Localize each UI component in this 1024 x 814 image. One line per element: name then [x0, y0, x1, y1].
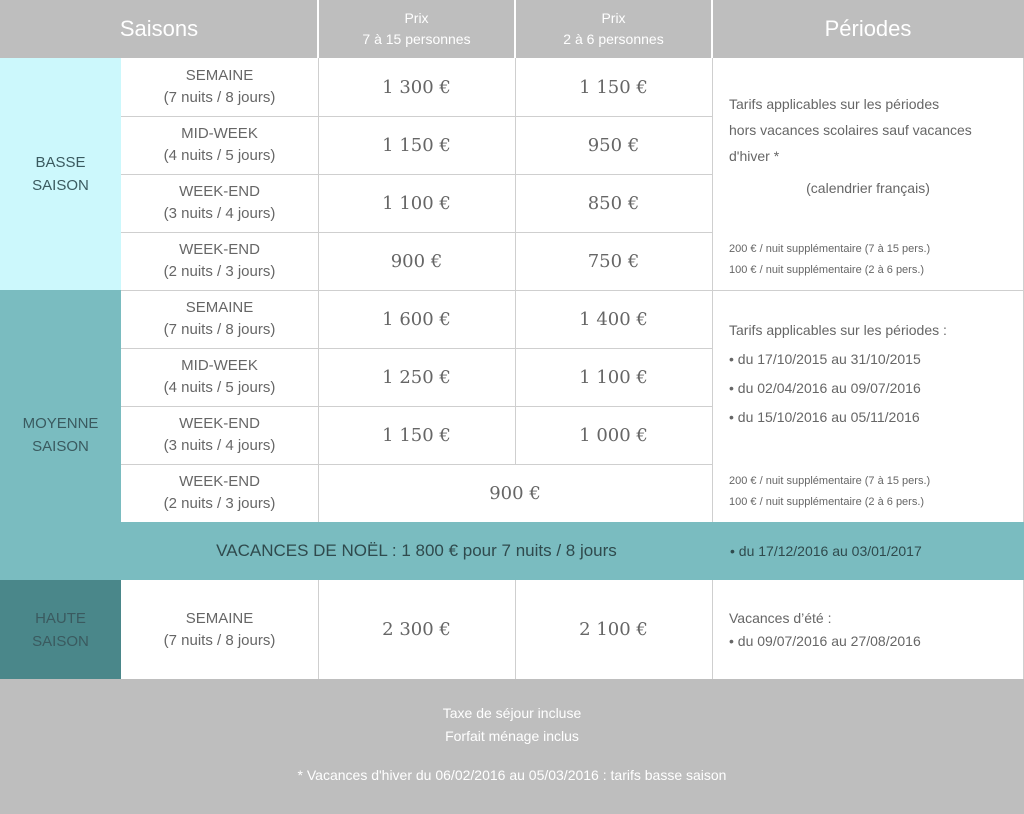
grid-line: [318, 464, 319, 522]
grid-line: [712, 580, 713, 679]
basse-row-2-price-small: 950 €: [587, 134, 640, 156]
moyenne-row-3-type: [121, 406, 318, 464]
grid-line: [121, 464, 712, 465]
haute-row-price-large: 2 300 €: [382, 619, 451, 640]
season-haute-l2: SAISON: [32, 632, 89, 650]
basse-row-1-price-small: 1 150 €: [579, 76, 648, 98]
grid-line: [121, 406, 712, 407]
type-label: MID-WEEK: [181, 125, 258, 142]
basse-row-2-price-large: 1 150 €: [382, 134, 451, 156]
type-label: WEEK-END: [179, 241, 260, 258]
season-basse: [0, 58, 121, 290]
moyenne-period-l1: Tarifs applicables sur les périodes :: [729, 322, 947, 338]
type-label: SEMAINE: [185, 609, 254, 627]
season-moyenne-l1: MOYENNE: [22, 415, 99, 432]
footer-line-2: Forfait ménage inclus: [445, 728, 579, 744]
basse-period-l2: hors vacances scolaires sauf vacances: [729, 122, 972, 138]
type-duration: (2 nuits / 3 jours): [163, 495, 276, 512]
noel-band: VACANCES DE NOËL : 1 800 € pour 7 nuits / 8 jours: [121, 522, 712, 580]
season-haute: [0, 580, 121, 679]
basse-extra-2: 100 € / nuit supplémentaire (2 à 6 pers.): [729, 264, 925, 276]
grid-line: [121, 174, 712, 175]
moyenne-row-2-price-small: 1 100 €: [579, 366, 648, 388]
basse-period-l3: d'hiver *: [729, 148, 780, 164]
grid-line: [318, 580, 319, 679]
type-label: MID-WEEK: [181, 357, 258, 374]
grid-line: [121, 290, 1024, 291]
type-duration: (3 nuits / 4 jours): [163, 205, 276, 222]
header-prix-large-l2: 7 à 15 personnes: [362, 31, 471, 47]
moyenne-row-2-type: [121, 348, 318, 406]
basse-row-4-price-large: 900 €: [390, 250, 443, 272]
season-basse-l1: BASSE: [35, 154, 86, 171]
type-label: WEEK-END: [179, 473, 260, 490]
header-saisons: Saisons: [0, 0, 318, 58]
noel-period: • du 17/12/2016 au 03/01/2017: [712, 522, 1024, 580]
haute-period-b1: • du 09/07/2016 au 27/08/2016: [729, 633, 921, 649]
moyenne-extra-1: 200 € / nuit supplémentaire (7 à 15 pers.): [729, 475, 931, 487]
moyenne-period-b3: • du 15/10/2016 au 05/11/2016: [729, 409, 920, 425]
basse-period-l1: Tarifs applicables sur les périodes: [729, 96, 940, 112]
basse-row-3-price-small: 850 €: [587, 192, 640, 214]
type-label: WEEK-END: [179, 183, 260, 200]
header-prix-small-l2: 2 à 6 personnes: [563, 31, 664, 47]
header-prix-small: [515, 0, 712, 58]
grid-line: [318, 58, 319, 464]
moyenne-row-2-price-large: 1 250 €: [382, 366, 451, 388]
basse-period-l4: (calendrier français): [806, 180, 930, 196]
grid-line: [515, 58, 516, 464]
grid-line: [121, 116, 712, 117]
type-duration: (3 nuits / 4 jours): [163, 437, 276, 454]
season-haute-l1: HAUTE: [35, 609, 86, 627]
basse-extra-1: 200 € / nuit supplémentaire (7 à 15 pers.): [729, 243, 931, 255]
moyenne-extra-2: 100 € / nuit supplémentaire (2 à 6 pers.): [729, 496, 925, 508]
grid-line: [121, 232, 712, 233]
moyenne-row-3-price-large: 1 150 €: [382, 424, 451, 446]
header-periodes: Périodes: [712, 0, 1024, 58]
haute-period-l1: Vacances d’été :: [729, 610, 832, 626]
basse-row-1-price-large: 1 300 €: [382, 76, 451, 98]
header-divider: [514, 0, 516, 58]
basse-row-1-type: [121, 58, 318, 116]
header-prix-small-l1: Prix: [601, 10, 626, 26]
basse-row-4-type: [121, 232, 318, 290]
grid-line: [121, 348, 712, 349]
moyenne-row-1-price-small: 1 400 €: [579, 308, 648, 330]
header-divider: [317, 0, 319, 58]
haute-row-type: [121, 580, 318, 679]
moyenne-row-3-price-small: 1 000 €: [579, 424, 648, 446]
basse-row-2-type: [121, 116, 318, 174]
type-duration: (7 nuits / 8 jours): [163, 321, 276, 338]
season-moyenne-l2: SAISON: [32, 438, 89, 455]
header-divider: [711, 0, 713, 58]
type-duration: (4 nuits / 5 jours): [163, 147, 276, 164]
moyenne-row-1-price-large: 1 600 €: [382, 308, 451, 330]
type-duration: (2 nuits / 3 jours): [163, 263, 276, 280]
moyenne-row-4-type: [121, 464, 318, 522]
basse-row-4-price-small: 750 €: [587, 250, 640, 272]
type-label: WEEK-END: [179, 415, 260, 432]
grid-line: [712, 58, 713, 522]
header-prix-large: [318, 0, 515, 58]
type-label: SEMAINE: [185, 67, 254, 84]
footer-line-1: Taxe de séjour incluse: [442, 705, 582, 721]
grid-line: [515, 580, 516, 679]
season-basse-l2: SAISON: [32, 177, 89, 194]
moyenne-period-b2: • du 02/04/2016 au 09/07/2016: [729, 380, 921, 396]
haute-row-price-small: 2 100 €: [579, 619, 648, 640]
basse-row-3-price-large: 1 100 €: [382, 192, 451, 214]
type-duration: (4 nuits / 5 jours): [163, 379, 276, 396]
moyenne-row-1-type: [121, 290, 318, 348]
type-duration: (7 nuits / 8 jours): [163, 89, 276, 106]
season-moyenne: [0, 290, 121, 580]
moyenne-period-b1: • du 17/10/2015 au 31/10/2015: [729, 351, 921, 367]
footer-note: * Vacances d'hiver du 06/02/2016 au 05/03/2016 : tarifs basse saison: [297, 767, 727, 783]
footer: [0, 679, 1024, 814]
header-prix-large-l1: Prix: [404, 10, 429, 26]
basse-row-3-type: [121, 174, 318, 232]
type-duration: (7 nuits / 8 jours): [163, 631, 276, 649]
moyenne-row-4-price-merged: 900 €: [489, 482, 541, 504]
type-label: SEMAINE: [185, 299, 254, 316]
